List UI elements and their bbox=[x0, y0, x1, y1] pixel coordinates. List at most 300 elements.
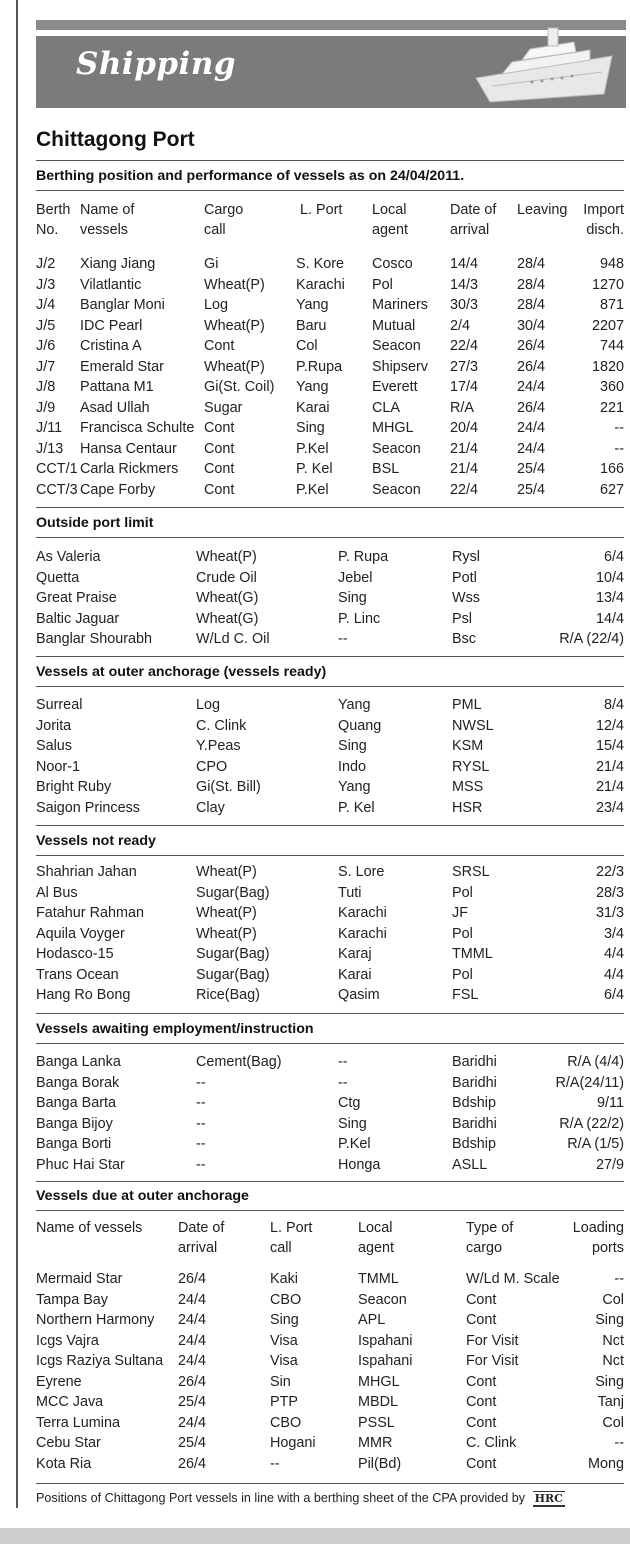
cargo: Sugar bbox=[204, 399, 243, 416]
berth-no: J/5 bbox=[36, 317, 56, 334]
table-row bbox=[36, 1372, 624, 1393]
hrc-logo: HRC bbox=[534, 1492, 563, 1505]
table-row bbox=[36, 1433, 624, 1454]
vessel-name: Banga Barta bbox=[36, 1095, 117, 1111]
arrival-date: 2/4 bbox=[450, 317, 471, 334]
cargo: -- bbox=[196, 1156, 206, 1173]
local-agent: Shipserv bbox=[372, 358, 428, 375]
cargo: Wheat(P) bbox=[196, 925, 257, 942]
table-row bbox=[36, 336, 624, 357]
vessel-name: Banga Lanka bbox=[36, 1054, 121, 1070]
vessel-name: IDC Pearl bbox=[80, 317, 143, 334]
leaving-date: 26/4 bbox=[517, 338, 546, 354]
last-port: P. Linc bbox=[338, 610, 381, 627]
last-port: Sing bbox=[296, 420, 325, 436]
table-row bbox=[36, 716, 624, 737]
last-port: Sing bbox=[270, 1312, 299, 1328]
table-row bbox=[36, 1351, 624, 1372]
last-port: PTP bbox=[270, 1394, 298, 1410]
arrival-date: 14/4 bbox=[450, 256, 479, 272]
last-port: Karachi bbox=[338, 925, 387, 942]
cargo: Gi(St. Coil) bbox=[204, 379, 275, 395]
outside-title: Outside port limit bbox=[36, 515, 154, 531]
last-port: Quang bbox=[338, 717, 382, 734]
table-row bbox=[36, 798, 624, 819]
last-port: P. Rupa bbox=[338, 549, 389, 565]
port-title: Chittagong Port bbox=[36, 128, 195, 151]
source-text: Positions of Chittagong Port vessels in line with a berthing sheet of the CPA provided by bbox=[36, 1491, 526, 1505]
divider bbox=[36, 855, 624, 856]
last-port: Visa bbox=[270, 1332, 298, 1349]
table-row bbox=[36, 1052, 624, 1073]
column-header-line: Date of bbox=[178, 1220, 225, 1236]
local-agent: MHGL bbox=[358, 1373, 400, 1390]
vessel-name: Great Praise bbox=[36, 590, 117, 606]
berth-no: J/13 bbox=[36, 440, 64, 457]
cargo: Sugar(Bag) bbox=[196, 884, 270, 901]
cargo: Log bbox=[204, 297, 229, 313]
cargo: Y.Peas bbox=[196, 738, 241, 754]
arrival-date: 3/4 bbox=[603, 925, 624, 942]
table-row bbox=[36, 924, 624, 945]
berth-no: J/3 bbox=[36, 276, 56, 293]
column-header-line: Local bbox=[358, 1220, 393, 1236]
last-port: Jebel bbox=[338, 569, 373, 586]
column-header-line: arrival bbox=[178, 1240, 218, 1256]
vessel-name: Banga Borak bbox=[36, 1074, 120, 1091]
loading-port: Nct bbox=[602, 1353, 624, 1369]
local-agent: MHGL bbox=[372, 420, 414, 436]
arrival-date: 25/4 bbox=[178, 1394, 207, 1410]
local-agent: Baridhi bbox=[452, 1054, 497, 1070]
column-header-line: arrival bbox=[450, 222, 490, 238]
arrival-date: 28/3 bbox=[595, 884, 624, 901]
local-agent: Seacon bbox=[372, 481, 421, 498]
vessel-name: Hansa Centaur bbox=[80, 440, 177, 457]
column-header-line: call bbox=[204, 222, 226, 238]
cargo: Cont bbox=[204, 461, 235, 477]
cargo-type: Cont bbox=[466, 1414, 497, 1431]
last-port: Indo bbox=[338, 758, 367, 775]
section-title: Shipping bbox=[76, 46, 237, 82]
vessel-name: Banga Borti bbox=[36, 1136, 112, 1152]
table-row bbox=[36, 944, 624, 965]
last-port: -- bbox=[338, 1074, 348, 1091]
cargo: Cont bbox=[204, 481, 235, 498]
vessel-name: Tampa Bay bbox=[36, 1291, 108, 1308]
column-header bbox=[270, 1218, 312, 1258]
table-row bbox=[36, 777, 624, 798]
table-row bbox=[36, 695, 624, 716]
arrival-date: 4/4 bbox=[603, 966, 624, 983]
leaving-date: 28/4 bbox=[517, 276, 546, 293]
cargo: -- bbox=[196, 1074, 206, 1091]
local-agent: PSSL bbox=[358, 1414, 395, 1431]
loading-port: Tanj bbox=[597, 1394, 624, 1410]
cargo: Wheat(G) bbox=[196, 590, 259, 606]
cargo: Crude Oil bbox=[196, 569, 257, 586]
berth-no: J/11 bbox=[36, 420, 63, 436]
last-port: Hogani bbox=[270, 1435, 316, 1451]
divider bbox=[36, 1043, 624, 1044]
last-port: Karai bbox=[338, 966, 372, 983]
arrival-date: R/A bbox=[450, 399, 474, 416]
cargo: Wheat(P) bbox=[196, 864, 257, 880]
last-port: Sing bbox=[338, 738, 367, 754]
local-agent: MSS bbox=[452, 779, 484, 795]
cargo-type: Cont bbox=[466, 1394, 497, 1410]
column-header bbox=[517, 200, 567, 220]
vessel-name: Mermaid Star bbox=[36, 1271, 123, 1287]
last-port: P.Kel bbox=[296, 481, 329, 498]
local-agent: Potl bbox=[452, 569, 477, 586]
cargo-type: For Visit bbox=[466, 1353, 519, 1369]
vessel-name: Cristina A bbox=[80, 338, 142, 354]
import-discharge: -- bbox=[614, 440, 624, 457]
last-port: Yang bbox=[296, 379, 329, 395]
local-agent: Bdship bbox=[452, 1136, 497, 1152]
arrival-date: 25/4 bbox=[178, 1435, 207, 1451]
column-header-line: Name of bbox=[80, 202, 135, 218]
table-row bbox=[36, 1269, 624, 1290]
local-agent: Pol bbox=[372, 276, 393, 293]
table-row bbox=[36, 1073, 624, 1094]
cargo: W/Ld C. Oil bbox=[196, 631, 270, 647]
loading-port: Sing bbox=[595, 1373, 624, 1390]
arrival-date: 21/4 bbox=[450, 440, 479, 457]
table-row bbox=[36, 1413, 624, 1434]
arrival-date: 13/4 bbox=[595, 590, 624, 606]
last-port: S. Lore bbox=[338, 864, 385, 880]
divider bbox=[36, 1013, 624, 1014]
arrival-date: 24/4 bbox=[178, 1332, 207, 1349]
column-header bbox=[80, 200, 134, 240]
import-discharge: 1820 bbox=[591, 358, 624, 375]
vessel-name: Surreal bbox=[36, 697, 83, 713]
import-discharge: 2207 bbox=[591, 317, 624, 334]
column-header-line: Loading bbox=[572, 1220, 624, 1236]
last-port: Visa bbox=[270, 1353, 298, 1369]
arrival-date: R/A (1/5) bbox=[567, 1136, 624, 1152]
local-agent: Bdship bbox=[452, 1095, 497, 1111]
divider bbox=[36, 507, 624, 508]
local-agent: Bsc bbox=[452, 631, 476, 647]
import-discharge: 871 bbox=[599, 297, 624, 313]
vessel-name: Noor-1 bbox=[36, 758, 80, 775]
local-agent: TMML bbox=[452, 946, 493, 962]
table-row bbox=[36, 275, 624, 296]
last-port: Kaki bbox=[270, 1271, 298, 1287]
local-agent: SRSL bbox=[452, 864, 490, 880]
last-port: P. Kel bbox=[296, 461, 333, 477]
last-port: Karai bbox=[296, 399, 330, 416]
table-row bbox=[36, 1331, 624, 1352]
table-header bbox=[36, 1218, 624, 1258]
last-port: P.Kel bbox=[338, 1136, 371, 1152]
last-port: Col bbox=[296, 338, 318, 354]
loading-port: Col bbox=[602, 1291, 624, 1308]
berth-no: J/7 bbox=[36, 358, 56, 375]
cargo: C. Clink bbox=[196, 717, 247, 734]
table-row bbox=[36, 883, 624, 904]
cargo: CPO bbox=[196, 758, 228, 775]
vessel-name: MCC Java bbox=[36, 1394, 104, 1410]
last-port: Qasim bbox=[338, 987, 380, 1003]
cargo: Wheat(P) bbox=[204, 317, 265, 334]
divider bbox=[36, 160, 624, 161]
vessel-name: Quetta bbox=[36, 569, 80, 586]
cargo: Cont bbox=[204, 440, 235, 457]
leaving-date: 25/4 bbox=[517, 481, 546, 498]
arrival-date: 14/4 bbox=[595, 610, 624, 627]
vessel-name: Cebu Star bbox=[36, 1435, 101, 1451]
berth-no: CCT/3 bbox=[36, 481, 78, 498]
local-agent: APL bbox=[358, 1312, 386, 1328]
table-row bbox=[36, 1392, 624, 1413]
local-agent: RYSL bbox=[452, 758, 490, 775]
arrival-date: 24/4 bbox=[178, 1414, 207, 1431]
table-row bbox=[36, 1454, 624, 1475]
cargo: Sugar(Bag) bbox=[196, 946, 270, 962]
local-agent: Pol bbox=[452, 925, 473, 942]
bottom-bar bbox=[0, 1528, 630, 1544]
local-agent: Psl bbox=[452, 610, 472, 627]
vessel-name: Vilatlantic bbox=[80, 276, 142, 293]
cargo: Gi(St. Bill) bbox=[196, 779, 261, 795]
arrival-date: 14/3 bbox=[450, 276, 479, 293]
cargo: Wheat(P) bbox=[196, 905, 257, 921]
table-row bbox=[36, 1114, 624, 1135]
vessel-name: Aquila Voyger bbox=[36, 925, 125, 942]
divider bbox=[36, 1181, 624, 1182]
arrival-date: 26/4 bbox=[178, 1455, 207, 1472]
last-port: Karaj bbox=[338, 946, 372, 962]
column-header-line: Date of bbox=[450, 202, 497, 218]
section-banner bbox=[36, 36, 626, 108]
cargo-type: For Visit bbox=[466, 1332, 519, 1349]
vessel-name: Trans Ocean bbox=[36, 966, 119, 983]
arrival-date: 4/4 bbox=[603, 946, 624, 962]
last-port: P.Kel bbox=[296, 440, 329, 457]
local-agent: TMML bbox=[358, 1271, 399, 1287]
vessel-name: Hodasco-15 bbox=[36, 946, 114, 962]
table-row bbox=[36, 459, 624, 480]
cargo: Wheat(G) bbox=[196, 610, 259, 627]
arrival-date: 8/4 bbox=[603, 697, 624, 713]
cargo: Clay bbox=[196, 799, 225, 816]
outer-ready-title: Vessels at outer anchorage (vessels ready) bbox=[36, 664, 327, 680]
table-row bbox=[36, 1155, 624, 1176]
cargo: -- bbox=[196, 1095, 206, 1111]
arrival-date: 26/4 bbox=[178, 1271, 207, 1287]
arrival-date: 20/4 bbox=[450, 420, 479, 436]
column-header-line: vessels bbox=[80, 222, 128, 238]
vessel-name: Banglar Shourabh bbox=[36, 631, 153, 647]
arrival-date: 21/4 bbox=[595, 779, 624, 795]
loading-port: -- bbox=[614, 1271, 624, 1287]
local-agent: Ispahani bbox=[358, 1332, 413, 1349]
leaving-date: 25/4 bbox=[517, 461, 546, 477]
table-row bbox=[36, 1134, 624, 1155]
last-port: Honga bbox=[338, 1156, 381, 1173]
leaving-date: 24/4 bbox=[517, 379, 546, 395]
arrival-date: 12/4 bbox=[595, 717, 624, 734]
leaving-date: 24/4 bbox=[517, 440, 546, 457]
last-port: Ctg bbox=[338, 1095, 361, 1111]
arrival-date: R/A (22/2) bbox=[559, 1115, 624, 1132]
arrival-date: 27/9 bbox=[595, 1156, 624, 1173]
column-header-line: Cargo bbox=[204, 202, 244, 218]
column-header-line: ports bbox=[592, 1240, 624, 1256]
import-discharge: 744 bbox=[599, 338, 624, 354]
vessel-name: Phuc Hai Star bbox=[36, 1156, 125, 1173]
last-port: Yang bbox=[296, 297, 329, 313]
table-row bbox=[36, 377, 624, 398]
berth-no: J/8 bbox=[36, 379, 56, 395]
loading-port: Mong bbox=[588, 1455, 624, 1472]
table-row bbox=[36, 418, 624, 439]
column-header bbox=[466, 1218, 513, 1258]
table-row bbox=[36, 480, 624, 501]
leaving-date: 30/4 bbox=[517, 317, 546, 334]
last-port: Yang bbox=[338, 697, 371, 713]
ship-icon bbox=[472, 16, 622, 116]
local-agent: Baridhi bbox=[452, 1115, 497, 1132]
cargo: -- bbox=[196, 1115, 206, 1132]
local-agent: CLA bbox=[372, 399, 400, 416]
divider bbox=[36, 537, 624, 538]
column-header-line: Local bbox=[372, 202, 407, 218]
local-agent: FSL bbox=[452, 987, 479, 1003]
leaving-date: 26/4 bbox=[517, 399, 546, 416]
last-port: -- bbox=[338, 1054, 348, 1070]
column-rule bbox=[16, 0, 18, 1508]
cargo: Cont bbox=[204, 338, 235, 354]
local-agent: Cosco bbox=[372, 256, 413, 272]
table-row bbox=[36, 985, 624, 1006]
table-row bbox=[36, 1310, 624, 1331]
divider bbox=[36, 1210, 624, 1211]
vessel-name: Jorita bbox=[36, 717, 72, 734]
column-header bbox=[300, 200, 342, 220]
vessel-name: Saigon Princess bbox=[36, 799, 140, 816]
vessel-name: Terra Lumina bbox=[36, 1414, 120, 1431]
divider bbox=[36, 825, 624, 826]
cargo-type: Cont bbox=[466, 1373, 497, 1390]
cargo: Sugar(Bag) bbox=[196, 966, 270, 983]
local-agent: Seacon bbox=[372, 440, 421, 457]
last-port: Sing bbox=[338, 590, 367, 606]
vessel-name: Fatahur Rahman bbox=[36, 905, 144, 921]
table-row bbox=[36, 629, 624, 650]
arrival-date: R/A (22/4) bbox=[559, 631, 624, 647]
leaving-date: 24/4 bbox=[517, 420, 546, 436]
divider bbox=[36, 686, 624, 687]
local-agent: MBDL bbox=[358, 1394, 398, 1410]
local-agent: Seacon bbox=[358, 1291, 407, 1308]
last-port: P.Rupa bbox=[296, 358, 343, 375]
table-row bbox=[36, 757, 624, 778]
arrival-date: 9/11 bbox=[597, 1095, 624, 1111]
arrival-date: 27/3 bbox=[450, 358, 479, 375]
awaiting-title: Vessels awaiting employment/instruction bbox=[36, 1021, 314, 1037]
table-row bbox=[36, 568, 624, 589]
vessel-name: Baltic Jaguar bbox=[36, 610, 120, 627]
table-row bbox=[36, 254, 624, 275]
vessel-name: Icgs Raziya Sultana bbox=[36, 1353, 164, 1369]
local-agent: Wss bbox=[452, 590, 480, 606]
local-agent: HSR bbox=[452, 799, 483, 816]
due-title: Vessels due at outer anchorage bbox=[36, 1188, 249, 1204]
arrival-date: 22/3 bbox=[595, 864, 624, 880]
local-agent: Pol bbox=[452, 884, 473, 901]
arrival-date: 22/4 bbox=[450, 481, 479, 498]
vessel-name: Asad Ullah bbox=[80, 399, 150, 416]
import-discharge: -- bbox=[614, 420, 624, 436]
table-row bbox=[36, 439, 624, 460]
column-header-line: disch. bbox=[586, 222, 624, 238]
local-agent: Mutual bbox=[372, 317, 416, 334]
local-agent: Rysl bbox=[452, 549, 480, 565]
arrival-date: 17/4 bbox=[450, 379, 479, 395]
berthing-title: Berthing position and performance of vessels as on 24/04/2011. bbox=[36, 168, 465, 184]
cargo-type: C. Clink bbox=[466, 1435, 517, 1451]
vessel-name: Francisca Schulte bbox=[80, 420, 195, 436]
outside-table bbox=[36, 547, 624, 650]
cargo: Wheat(P) bbox=[196, 549, 257, 565]
local-agent: Mariners bbox=[372, 297, 428, 313]
last-port: Tuti bbox=[338, 884, 362, 901]
local-agent: Baridhi bbox=[452, 1074, 497, 1091]
divider bbox=[36, 190, 624, 191]
vessel-name: Hang Ro Bong bbox=[36, 987, 131, 1003]
table-row bbox=[36, 736, 624, 757]
vessel-name: Shahrian Jahan bbox=[36, 864, 137, 880]
cargo: -- bbox=[196, 1136, 206, 1152]
local-agent: NWSL bbox=[452, 717, 494, 734]
loading-port: Sing bbox=[595, 1312, 624, 1328]
column-header-line: L. Port bbox=[270, 1220, 313, 1236]
last-port: Sing bbox=[338, 1115, 367, 1132]
cargo: Cont bbox=[204, 420, 235, 436]
table-row bbox=[36, 295, 624, 316]
vessel-name: Banglar Moni bbox=[80, 297, 165, 313]
column-header bbox=[358, 1218, 394, 1258]
vessel-name: Salus bbox=[36, 738, 72, 754]
vessel-name: Cape Forby bbox=[80, 481, 156, 498]
column-header bbox=[36, 200, 70, 240]
column-header bbox=[36, 1218, 142, 1238]
local-agent: BSL bbox=[372, 461, 400, 477]
last-port: -- bbox=[270, 1455, 280, 1472]
vessel-name: Kota Ria bbox=[36, 1455, 92, 1472]
arrival-date: 6/4 bbox=[603, 549, 624, 565]
cargo-type: Cont bbox=[466, 1291, 497, 1308]
cargo: Cement(Bag) bbox=[196, 1054, 282, 1070]
arrival-date: 10/4 bbox=[595, 569, 624, 586]
vessel-name: Carla Rickmers bbox=[80, 461, 179, 477]
local-agent: JF bbox=[452, 905, 468, 921]
last-port: Sin bbox=[270, 1373, 291, 1390]
import-discharge: 166 bbox=[599, 461, 624, 477]
last-port: Karachi bbox=[296, 276, 345, 293]
not-ready-title: Vessels not ready bbox=[36, 833, 156, 849]
local-agent: ASLL bbox=[452, 1156, 488, 1173]
vessel-name: Emerald Star bbox=[80, 358, 164, 375]
outer-ready-table bbox=[36, 695, 624, 818]
arrival-date: 24/4 bbox=[178, 1353, 207, 1369]
arrival-date: 23/4 bbox=[595, 799, 624, 816]
